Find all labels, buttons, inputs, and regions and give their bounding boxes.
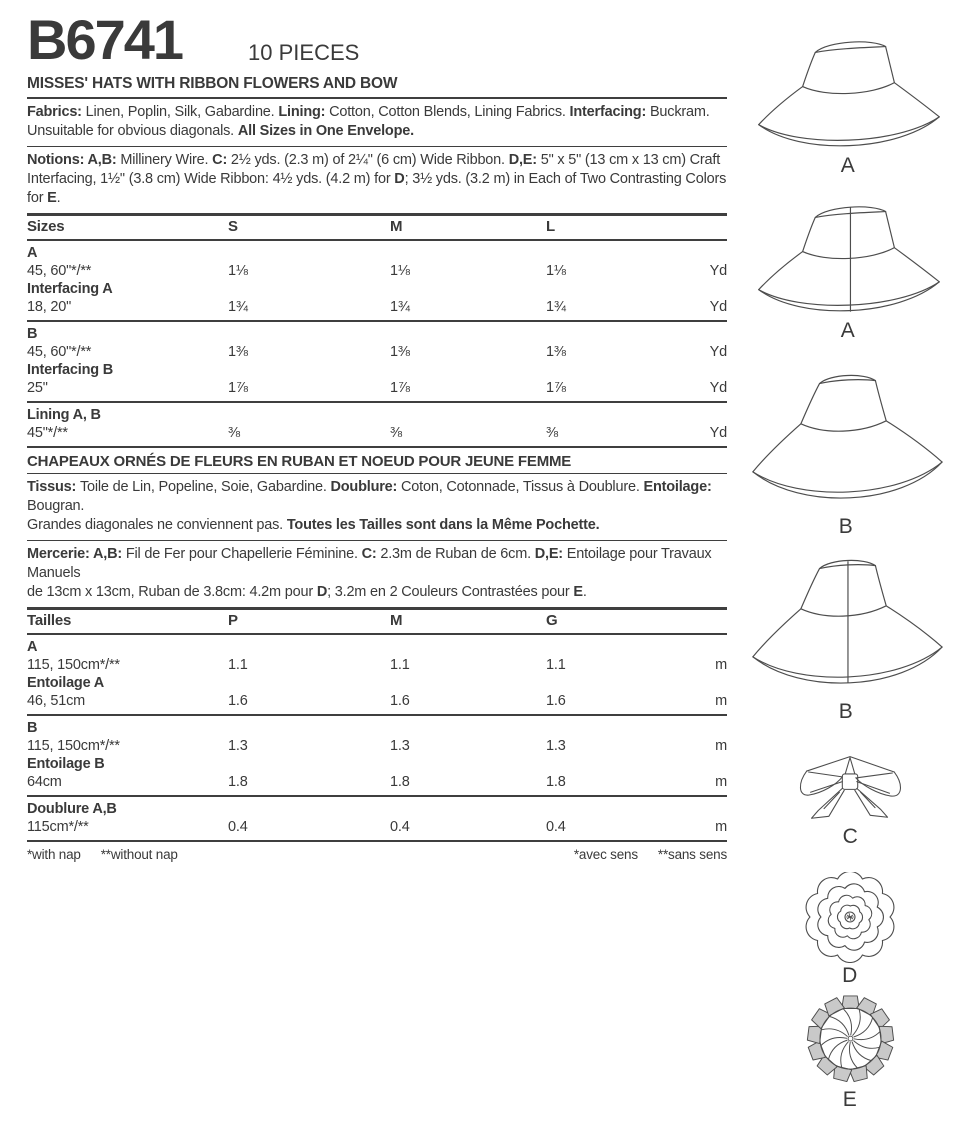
- yardage-value: 1¾: [228, 299, 248, 315]
- unit-cell: [646, 800, 727, 818]
- row-label: 45, 60"*/**: [27, 263, 92, 279]
- hat-back-view-icon: [746, 191, 951, 318]
- footnote-sans-sens: **sans sens: [657, 847, 727, 862]
- yardage-value: 1¾: [390, 299, 410, 315]
- row-label: 18, 20": [27, 299, 72, 315]
- yardage-value: [546, 361, 646, 379]
- row-label: 46, 51cm: [27, 693, 86, 709]
- table-section: [27, 716, 727, 797]
- yardage-value: [390, 244, 546, 262]
- row-label: Doublure A,B: [27, 801, 117, 817]
- unit-cell: [646, 638, 727, 656]
- unit-cell: m: [715, 738, 727, 754]
- yardage-value: 1.6: [228, 693, 248, 709]
- yardage-value: 1⅞: [546, 380, 566, 396]
- table-row: [27, 379, 727, 397]
- yardage-value: [228, 361, 390, 379]
- yardage-value: ⅜: [546, 425, 558, 441]
- yardage-value: 1.1: [390, 657, 410, 673]
- yardage-value: [390, 755, 546, 773]
- hat-b-front-illustration: [731, 362, 961, 539]
- row-label: 115, 150cm*/**: [27, 657, 120, 673]
- unit-cell: Yd: [709, 380, 727, 396]
- tissus-paragraph: Tissus: Toile de Lin, Popeline, Soie, Gabardine. Doublure: Coton, Cotonnade, Tissus à Doublure. Entoilage: Bougran. Grandes diagonales ne conviennent pas. Toutes les Tailles sont dans la Même Pochette.: [27, 474, 727, 541]
- unit-cell: [646, 280, 727, 298]
- table-row: [27, 674, 727, 692]
- ribbon-bow-illustration: [793, 747, 908, 849]
- unit-cell: m: [715, 657, 727, 673]
- table-row: [27, 692, 727, 710]
- column-header: L: [546, 218, 555, 235]
- yardage-value: 1⅛: [228, 263, 248, 279]
- yardage-value: [390, 719, 546, 737]
- yardage-value: [546, 719, 646, 737]
- table-row: [27, 424, 727, 442]
- yardage-value: [228, 280, 390, 298]
- yardage-value: 1.1: [546, 657, 566, 673]
- yardage-value: 1⅛: [390, 263, 410, 279]
- table-row: [27, 719, 727, 737]
- rose-flower-icon: [802, 872, 899, 963]
- table-header-row: [27, 216, 727, 241]
- yardage-value: ⅜: [390, 425, 402, 441]
- yardage-value: [228, 674, 390, 692]
- yardage-value: 0.4: [546, 819, 566, 835]
- yardage-value: 1⅜: [546, 344, 566, 360]
- table-section: [27, 797, 727, 842]
- row-label: Lining A, B: [27, 407, 101, 423]
- yardage-value: [228, 638, 390, 656]
- yardage-value: [390, 325, 546, 343]
- row-label: Interfacing A: [27, 281, 113, 297]
- french-title: CHAPEAUX ORNÉS DE FLEURS EN RUBAN ET NOEUD POUR JEUNE FEMME: [27, 448, 727, 474]
- hat-b-back-illustration: [731, 547, 961, 724]
- row-label: B: [27, 326, 38, 342]
- unit-cell: [646, 325, 727, 343]
- unit-cell: [646, 674, 727, 692]
- yardage-value: [390, 800, 546, 818]
- unit-cell: m: [715, 819, 727, 835]
- yardage-value: 1¾: [546, 299, 566, 315]
- yardage-value: 1.8: [546, 774, 566, 790]
- yardage-value: 0.4: [390, 819, 410, 835]
- hat-back-view-icon: [733, 547, 960, 699]
- yardage-value: [546, 800, 646, 818]
- yardage-value: 1.3: [546, 738, 566, 754]
- column-header: [646, 218, 727, 236]
- yardage-value: 1.3: [390, 738, 410, 754]
- footnote-avec-sens: *avec sens: [573, 847, 638, 862]
- yardage-value: 1.8: [228, 774, 248, 790]
- column-header: M: [390, 612, 403, 629]
- footnote-without-nap: **without nap: [100, 847, 178, 862]
- table-row: [27, 361, 727, 379]
- unit-cell: [646, 244, 727, 262]
- unit-cell: Yd: [709, 299, 727, 315]
- yardage-value: [390, 361, 546, 379]
- bow-icon: [794, 747, 907, 824]
- table-row: [27, 773, 727, 791]
- yardage-value: [228, 244, 390, 262]
- column-header: S: [228, 218, 238, 235]
- french-footnotes: [574, 847, 727, 862]
- fabrics-paragraph: Fabrics: Linen, Poplin, Silk, Gabardine. Lining: Cotton, Cotton Blends, Lining Fabrics. Interfacing: Buckram. Unsuitable for obvious diagonals. All Sizes in One Envelope.: [27, 99, 727, 147]
- unit-cell: m: [715, 693, 727, 709]
- yardage-value: 1.6: [390, 693, 410, 709]
- ribbon-rose-illustration: [800, 872, 900, 988]
- text-column: [27, 8, 727, 862]
- yardage-value: 1⅜: [228, 344, 248, 360]
- footnotes-row: [27, 842, 727, 862]
- unit-cell: Yd: [709, 344, 727, 360]
- table-row: [27, 638, 727, 656]
- table-row: [27, 406, 727, 424]
- unit-cell: m: [715, 774, 727, 790]
- yardage-value: [228, 406, 390, 424]
- figure-label: B: [838, 700, 854, 723]
- row-label: B: [27, 720, 38, 736]
- hat-front-view-icon: [733, 362, 960, 514]
- hat-a-back-illustration: [743, 191, 953, 343]
- column-header: P: [228, 612, 238, 629]
- table-row: [27, 262, 727, 280]
- figure-label: A: [840, 154, 856, 177]
- yardage-value: [546, 325, 646, 343]
- figure-label: A: [840, 319, 856, 342]
- figure-label: E: [842, 1088, 858, 1111]
- row-label: Entoilage A: [27, 675, 105, 691]
- yardage-value: [390, 674, 546, 692]
- table-section: [27, 635, 727, 716]
- masthead: [27, 8, 727, 71]
- yardage-value: [390, 280, 546, 298]
- row-label: 45"*/**: [27, 425, 68, 441]
- english-title: MISSES' HATS WITH RIBBON FLOWERS AND BOW: [27, 68, 727, 99]
- yardage-value: 1⅞: [228, 380, 248, 396]
- yardage-value: 1.3: [228, 738, 248, 754]
- table-row: [27, 737, 727, 755]
- mercerie-paragraph: Mercerie: A,B: Fil de Fer pour Chapellerie Féminine. C: 2.3m de Ruban de 6cm. D,E: Entoilage pour Travaux Manuels de 13cm x 13cm, Ruban de 3.8cm: 4.2m pour D; 3.2m en 2 Couleurs Contrastées pour E.: [27, 546, 712, 600]
- row-label: A: [27, 639, 38, 655]
- table-section: [27, 403, 727, 448]
- pieces-count: 10 PIECES: [248, 40, 360, 65]
- footnote-with-nap: *with nap: [27, 847, 81, 862]
- table-row: [27, 343, 727, 361]
- row-label: Entoilage B: [27, 756, 105, 772]
- unit-cell: [646, 406, 727, 424]
- row-label: 115, 150cm*/**: [27, 738, 120, 754]
- table-row: [27, 280, 727, 298]
- ribbon-rosette-illustration: [800, 994, 900, 1112]
- table-section: [27, 241, 727, 322]
- table-section: [27, 322, 727, 403]
- figure-label: D: [842, 964, 858, 987]
- white-ruffle-swirl: [819, 1008, 880, 1069]
- yardage-value: 1⅞: [390, 380, 410, 396]
- figure-label: B: [838, 515, 854, 538]
- column-header: M: [390, 218, 403, 235]
- english-yardage-table: [27, 213, 727, 448]
- french-yardage-table: [27, 607, 727, 842]
- hat-front-view-icon: [746, 26, 951, 153]
- yardage-value: [546, 638, 646, 656]
- column-header: G: [546, 612, 558, 629]
- column-header: [646, 612, 727, 630]
- yardage-value: 1.1: [228, 657, 248, 673]
- ruffled-flower-icon: [802, 994, 899, 1087]
- table-row: [27, 325, 727, 343]
- yardage-value: 1⅛: [546, 263, 566, 279]
- row-label: 45, 60"*/**: [27, 344, 92, 360]
- column-header: Tailles: [27, 612, 72, 629]
- table-row: [27, 656, 727, 674]
- table-row: [27, 818, 727, 836]
- row-label: Interfacing B: [27, 362, 114, 378]
- yardage-value: 0.4: [228, 819, 248, 835]
- yardage-value: [390, 406, 546, 424]
- yardage-value: [546, 406, 646, 424]
- yardage-value: [390, 638, 546, 656]
- row-label: A: [27, 245, 38, 261]
- row-label: 25": [27, 380, 48, 396]
- row-label: 115cm*/**: [27, 819, 89, 835]
- yardage-value: [228, 800, 390, 818]
- notions-paragraph: Notions: A,B: Millinery Wire. C: 2½ yds. (2.3 m) of 2¼" (6 cm) Wide Ribbon. D,E: 5" x 5" (13 cm x 13 cm) Craft Interfacing, 1½" (3.8 cm) Wide Ribbon: 4½ yds. (4.2 m) for D; 3½ yds. (3.2 m) in Each of Two Contrasting Colors for E.: [27, 152, 727, 206]
- table-row: [27, 755, 727, 773]
- unit-cell: Yd: [709, 425, 727, 441]
- unit-cell: [646, 755, 727, 773]
- yardage-value: [546, 674, 646, 692]
- table-row: [27, 298, 727, 316]
- figure-label: C: [842, 825, 859, 848]
- yardage-value: ⅜: [228, 425, 240, 441]
- yardage-value: [546, 755, 646, 773]
- yardage-value: [228, 755, 390, 773]
- row-label: 64cm: [27, 774, 62, 790]
- yardage-value: [228, 325, 390, 343]
- pattern-number: B6741: [27, 8, 183, 71]
- unit-cell: [646, 361, 727, 379]
- table-row: [27, 244, 727, 262]
- yardage-value: [228, 719, 390, 737]
- unit-cell: Yd: [709, 263, 727, 279]
- yardage-value: 1⅜: [390, 344, 410, 360]
- yardage-value: [546, 244, 646, 262]
- table-header-row: [27, 610, 727, 635]
- hat-a-front-illustration: [743, 26, 953, 178]
- yardage-value: [546, 280, 646, 298]
- unit-cell: [646, 719, 727, 737]
- column-header: Sizes: [27, 218, 65, 235]
- english-footnotes: [27, 847, 178, 862]
- yardage-value: 1.8: [390, 774, 410, 790]
- table-row: [27, 800, 727, 818]
- yardage-value: 1.6: [546, 693, 566, 709]
